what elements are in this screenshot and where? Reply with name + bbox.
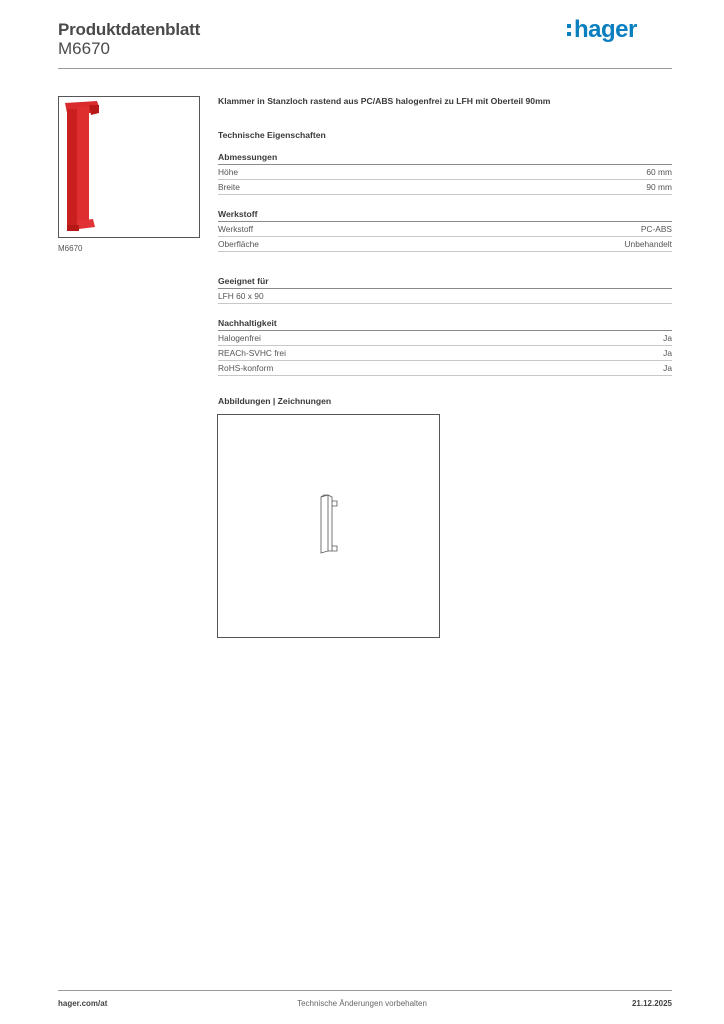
row-label: REACh-SVHC frei [218,348,286,358]
row-label: Breite [218,182,240,192]
page-title: Produktdatenblatt [58,20,201,39]
row-label: Werkstoff [218,224,254,234]
section-title: Werkstoff [218,209,672,222]
table-row [218,222,672,237]
red-clip-image [59,97,199,237]
row-label: Halogenfrei [218,333,261,343]
row-value: 90 mm [646,182,672,192]
image-caption: M6670 [58,244,83,253]
hager-logo-mark [566,15,658,49]
table-row [218,289,672,304]
table-row [218,237,672,252]
footer-disclaimer: Technische Änderungen vorbehalten [297,999,427,1008]
row-label: LFH 60 x 90 [218,291,264,301]
table-row [218,346,672,361]
section-abmessungen [218,152,672,195]
hager-logo[interactable] [566,15,658,49]
section-title: Geeignet für [218,276,672,289]
logo-text: hager [574,16,637,43]
product-description: Klammer in Stanzloch rastend aus PC/ABS halogenfrei zu LFH mit Oberteil 90mm [218,96,551,106]
row-label: RoHS-konform [218,363,274,373]
clip-line-drawing [218,415,439,637]
table-row [218,180,672,195]
row-value: Ja [663,333,672,343]
section-werkstoff [218,209,672,252]
row-value: Unbehandelt [624,239,672,249]
product-image [58,96,200,238]
section-nachhaltigkeit [218,318,672,376]
footer-website-link[interactable]: hager.com/at [58,999,108,1008]
product-details [218,96,672,406]
footer-divider [58,990,672,991]
table-row [218,165,672,180]
technical-drawing [217,414,440,638]
row-value: PC-ABS [640,224,672,234]
product-code: M6670 [58,39,110,58]
section-geeignet [218,276,672,304]
technical-properties-heading: Technische Eigenschaften [218,130,326,140]
row-label: Oberfläche [218,239,259,249]
row-label: Höhe [218,167,239,177]
table-row [218,331,672,346]
row-value: Ja [663,348,672,358]
header-divider [58,68,672,69]
table-row [218,361,672,376]
section-title: Nachhaltigkeit [218,318,672,331]
footer-date: 21.12.2025 [631,999,672,1008]
row-value: Ja [663,363,672,373]
drawings-heading: Abbildungen | Zeichnungen [218,396,332,406]
row-value: 60 mm [646,167,672,177]
section-title: Abmessungen [218,152,672,165]
